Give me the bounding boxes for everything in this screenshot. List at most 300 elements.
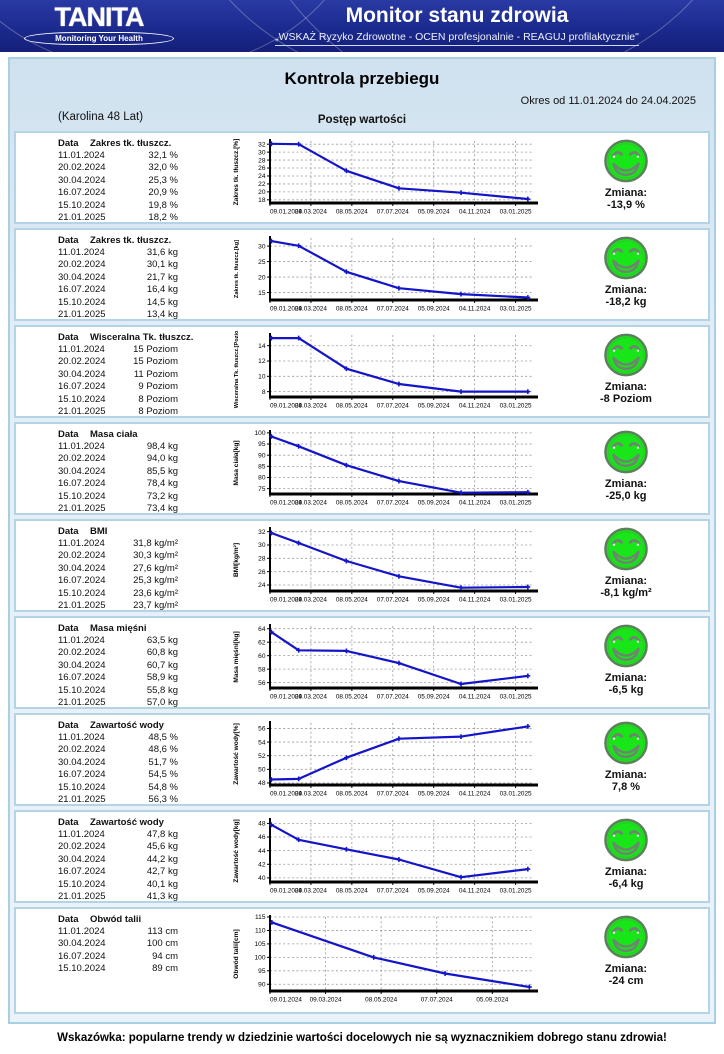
measurement-date: 16.07.2024 bbox=[58, 478, 106, 490]
svg-text:09.03.2024: 09.03.2024 bbox=[294, 499, 327, 507]
measurement-value: 113 cm bbox=[147, 926, 178, 937]
change-value: -18,2 kg bbox=[605, 296, 647, 308]
svg-text:26: 26 bbox=[258, 568, 266, 576]
measurement-date: 30.04.2024 bbox=[58, 659, 106, 671]
measurement-date: 20.02.2024 bbox=[58, 453, 106, 465]
svg-text:18: 18 bbox=[258, 197, 266, 205]
svg-text:32: 32 bbox=[258, 141, 266, 149]
table-col-metric: Zakres tk. tłuszcz. bbox=[90, 138, 172, 149]
measurement-date: 15.10.2024 bbox=[58, 781, 106, 793]
table-row bbox=[58, 441, 230, 453]
measurement-value: 25,3 % bbox=[148, 174, 178, 186]
svg-text:05.09.2024: 05.09.2024 bbox=[476, 996, 509, 1004]
measurement-value: 23,6 kg/m² bbox=[133, 587, 178, 599]
line-chart bbox=[230, 622, 542, 706]
table-row bbox=[58, 926, 230, 938]
table-col-date: Data bbox=[58, 332, 79, 343]
trend-chart bbox=[230, 232, 546, 317]
svg-text:04.11.2024: 04.11.2024 bbox=[458, 305, 491, 313]
progress-values-label: Postęp wartości bbox=[317, 114, 407, 126]
value-table-body bbox=[58, 344, 230, 418]
table-row bbox=[58, 963, 230, 975]
happy-smiley-icon bbox=[603, 721, 649, 765]
svg-text:90: 90 bbox=[258, 452, 266, 460]
svg-text:Zawartość wody[kg]: Zawartość wody[kg] bbox=[233, 819, 240, 883]
svg-text:20: 20 bbox=[258, 274, 266, 282]
change-label: Zmiana: bbox=[604, 963, 648, 975]
measurement-date: 30.04.2024 bbox=[58, 756, 106, 768]
measurement-value: 48,5 % bbox=[148, 732, 178, 743]
trend-chart bbox=[230, 426, 546, 511]
line-chart bbox=[230, 719, 542, 803]
svg-text:09.03.2024: 09.03.2024 bbox=[294, 596, 327, 604]
table-row bbox=[58, 563, 230, 575]
measurement-value: 15 Poziom bbox=[133, 356, 178, 368]
svg-text:100: 100 bbox=[254, 954, 266, 962]
svg-text:09.03.2024: 09.03.2024 bbox=[294, 693, 327, 701]
measurement-date: 16.07.2024 bbox=[58, 769, 106, 781]
svg-text:03.01.2025: 03.01.2025 bbox=[499, 305, 532, 313]
trend-chart bbox=[230, 135, 546, 220]
table-row bbox=[58, 187, 230, 199]
happy-smiley-icon bbox=[603, 236, 649, 280]
svg-text:15: 15 bbox=[258, 289, 266, 297]
svg-text:44: 44 bbox=[258, 847, 266, 855]
svg-text:08.05.2024: 08.05.2024 bbox=[335, 596, 368, 604]
table-row bbox=[58, 309, 230, 321]
table-row bbox=[58, 672, 230, 684]
svg-text:Masa ciała[kg]: Masa ciała[kg] bbox=[233, 440, 240, 486]
svg-text:110: 110 bbox=[254, 927, 266, 935]
table-row bbox=[58, 879, 230, 891]
svg-text:09.01.2024: 09.01.2024 bbox=[270, 402, 302, 410]
svg-text:48: 48 bbox=[258, 780, 266, 788]
table-row bbox=[58, 272, 230, 284]
measurement-value: 31,8 kg/m² bbox=[133, 538, 178, 549]
change-label: Zmiana: bbox=[604, 284, 648, 296]
metric-panel bbox=[14, 810, 710, 903]
svg-text:26: 26 bbox=[258, 165, 266, 173]
line-chart bbox=[230, 137, 542, 221]
svg-text:42: 42 bbox=[258, 861, 266, 869]
table-row bbox=[58, 841, 230, 853]
page-subtitle-text: „WSKAŻ Ryzyko Zdrowotne - OCEN profesjonalnie - REAGUJ profilaktycznie" bbox=[275, 31, 639, 46]
svg-text:08.05.2024: 08.05.2024 bbox=[335, 887, 368, 895]
measurement-value: 25,3 kg/m² bbox=[133, 575, 178, 587]
value-table bbox=[16, 232, 230, 321]
svg-text:90: 90 bbox=[258, 981, 266, 989]
metric-panel bbox=[14, 616, 710, 709]
measurement-date: 15.10.2024 bbox=[58, 490, 106, 502]
measurement-date: 30.04.2024 bbox=[58, 174, 106, 186]
happy-smiley-icon bbox=[603, 430, 649, 474]
metric-panel bbox=[14, 422, 710, 515]
table-col-metric: Zakres tk. tłuszcz. bbox=[90, 235, 172, 246]
measurement-value: 14,5 kg bbox=[146, 296, 178, 308]
svg-text:85: 85 bbox=[258, 463, 266, 471]
svg-text:09.01.2024: 09.01.2024 bbox=[270, 887, 302, 895]
table-col-date: Data bbox=[58, 817, 79, 828]
svg-text:09.01.2024: 09.01.2024 bbox=[270, 208, 302, 216]
change-label: Zmiana: bbox=[604, 478, 648, 490]
table-row bbox=[58, 635, 230, 647]
value-table bbox=[16, 135, 230, 224]
svg-text:46: 46 bbox=[258, 834, 266, 842]
measurement-value: 41,3 kg bbox=[146, 891, 178, 903]
svg-text:08.05.2024: 08.05.2024 bbox=[335, 499, 368, 507]
line-chart bbox=[230, 331, 542, 415]
measurement-value: 78,4 kg bbox=[146, 478, 178, 490]
table-row bbox=[58, 757, 230, 769]
measurement-value: 42,7 kg bbox=[146, 866, 178, 878]
table-row bbox=[58, 491, 230, 503]
svg-text:08.05.2024: 08.05.2024 bbox=[365, 996, 398, 1004]
svg-text:Zawartość wody[%]: Zawartość wody[%] bbox=[233, 723, 240, 785]
metric-panel bbox=[14, 713, 710, 806]
measurement-date: 21.01.2025 bbox=[58, 309, 106, 321]
measurement-value: 27,6 kg/m² bbox=[133, 562, 178, 574]
change-summary bbox=[546, 329, 706, 414]
value-table bbox=[16, 329, 230, 418]
table-row bbox=[58, 866, 230, 878]
svg-text:03.01.2025: 03.01.2025 bbox=[499, 887, 532, 895]
table-row bbox=[58, 588, 230, 600]
svg-text:30: 30 bbox=[258, 542, 266, 550]
measurement-value: 18,2 % bbox=[148, 212, 178, 224]
measurement-date: 15.10.2024 bbox=[58, 296, 106, 308]
measurement-date: 15.10.2024 bbox=[58, 684, 106, 696]
change-value: -13,9 % bbox=[607, 199, 645, 211]
table-row bbox=[58, 685, 230, 697]
value-table-body bbox=[58, 441, 230, 515]
table-row bbox=[58, 891, 230, 903]
svg-text:04.11.2024: 04.11.2024 bbox=[458, 596, 491, 604]
table-row bbox=[58, 647, 230, 659]
change-label: Zmiana: bbox=[604, 769, 648, 781]
svg-text:8: 8 bbox=[261, 388, 266, 396]
table-row bbox=[58, 478, 230, 490]
measurement-date: 20.02.2024 bbox=[58, 259, 106, 271]
report-page bbox=[0, 52, 724, 1044]
svg-text:07.07.2024: 07.07.2024 bbox=[376, 693, 409, 701]
happy-smiley-icon bbox=[603, 139, 649, 183]
value-table-body bbox=[58, 732, 230, 806]
svg-text:54: 54 bbox=[258, 739, 266, 747]
svg-text:52: 52 bbox=[258, 752, 266, 760]
measurement-value: 15 Poziom bbox=[133, 344, 178, 355]
svg-text:07.07.2024: 07.07.2024 bbox=[376, 208, 409, 216]
line-chart bbox=[230, 913, 542, 1009]
svg-text:05.09.2024: 05.09.2024 bbox=[417, 402, 450, 410]
table-header-row bbox=[58, 817, 230, 829]
change-value: -25,0 kg bbox=[605, 490, 647, 502]
measurement-date: 21.01.2025 bbox=[58, 891, 106, 903]
measurement-date: 20.02.2024 bbox=[58, 647, 106, 659]
tanita-logo-tagline: Monitoring Your Health bbox=[24, 32, 174, 45]
happy-smiley-icon bbox=[603, 818, 649, 862]
measurement-value: 60,8 kg bbox=[146, 647, 178, 659]
svg-text:08.05.2024: 08.05.2024 bbox=[335, 693, 368, 701]
svg-text:04.11.2024: 04.11.2024 bbox=[458, 402, 491, 410]
svg-text:09.03.2024: 09.03.2024 bbox=[294, 208, 327, 216]
measurement-date: 20.02.2024 bbox=[58, 162, 106, 174]
svg-text:07.07.2024: 07.07.2024 bbox=[376, 499, 409, 507]
change-summary bbox=[546, 814, 706, 899]
change-summary bbox=[546, 232, 706, 317]
report-container bbox=[8, 57, 716, 1024]
svg-text:05.09.2024: 05.09.2024 bbox=[417, 596, 450, 604]
measurement-date: 11.01.2024 bbox=[58, 538, 105, 549]
app-header bbox=[0, 0, 724, 52]
svg-text:Zakres tk. tłuszcz.[kg]: Zakres tk. tłuszcz.[kg] bbox=[234, 239, 240, 299]
svg-text:07.07.2024: 07.07.2024 bbox=[376, 305, 409, 313]
svg-text:03.01.2025: 03.01.2025 bbox=[499, 693, 532, 701]
line-chart bbox=[230, 428, 542, 512]
table-row bbox=[58, 794, 230, 806]
measurement-value: 63,5 kg bbox=[146, 635, 178, 646]
svg-text:14: 14 bbox=[258, 342, 266, 350]
table-row bbox=[58, 162, 230, 174]
table-row bbox=[58, 600, 230, 612]
value-table-body bbox=[58, 150, 230, 224]
svg-text:30: 30 bbox=[258, 243, 266, 251]
svg-text:Zakres tk. tłuszcz.[%]: Zakres tk. tłuszcz.[%] bbox=[233, 138, 240, 206]
svg-text:30: 30 bbox=[258, 149, 266, 157]
measurement-value: 11 Poziom bbox=[133, 368, 178, 380]
measurement-value: 51,7 % bbox=[148, 756, 178, 768]
table-row bbox=[58, 503, 230, 515]
value-table-body bbox=[58, 247, 230, 321]
table-col-metric: Wisceralna Tk. tłuszcz. bbox=[90, 332, 194, 343]
measurement-date: 11.01.2024 bbox=[58, 441, 105, 452]
table-row bbox=[58, 769, 230, 781]
svg-text:Obwód talii[cm]: Obwód talii[cm] bbox=[233, 929, 240, 979]
svg-text:07.07.2024: 07.07.2024 bbox=[420, 996, 453, 1004]
measurement-date: 11.01.2024 bbox=[58, 926, 105, 937]
table-header-row bbox=[58, 526, 230, 538]
trend-chart bbox=[230, 620, 546, 705]
svg-text:04.11.2024: 04.11.2024 bbox=[458, 208, 491, 216]
measurement-value: 73,4 kg bbox=[146, 503, 178, 515]
measurement-date: 11.01.2024 bbox=[58, 344, 105, 355]
svg-text:105: 105 bbox=[254, 941, 266, 949]
measurement-date: 20.02.2024 bbox=[58, 841, 106, 853]
trend-chart bbox=[230, 911, 546, 1010]
svg-text:75: 75 bbox=[258, 485, 266, 493]
measurement-value: 55,8 kg bbox=[146, 684, 178, 696]
change-summary bbox=[546, 717, 706, 802]
table-row bbox=[58, 938, 230, 950]
svg-text:62: 62 bbox=[258, 639, 266, 647]
value-table bbox=[16, 426, 230, 515]
change-summary bbox=[546, 523, 706, 608]
svg-text:04.11.2024: 04.11.2024 bbox=[458, 693, 491, 701]
measurement-date: 16.07.2024 bbox=[58, 187, 106, 199]
measurement-date: 16.07.2024 bbox=[58, 284, 106, 296]
change-label: Zmiana: bbox=[604, 187, 648, 199]
measurement-value: 30,1 kg bbox=[146, 259, 178, 271]
measurement-value: 98,4 kg bbox=[146, 441, 178, 452]
table-row bbox=[58, 344, 230, 356]
svg-text:04.11.2024: 04.11.2024 bbox=[458, 499, 491, 507]
table-row bbox=[58, 732, 230, 744]
svg-text:03.01.2025: 03.01.2025 bbox=[499, 499, 532, 507]
measurement-date: 16.07.2024 bbox=[58, 575, 106, 587]
table-row bbox=[58, 406, 230, 418]
measurement-value: 32,1 % bbox=[148, 150, 178, 161]
measurement-date: 21.01.2025 bbox=[58, 406, 106, 418]
value-table-body bbox=[58, 538, 230, 612]
svg-text:04.11.2024: 04.11.2024 bbox=[458, 887, 491, 895]
measurement-value: 8 Poziom bbox=[138, 393, 178, 405]
value-table-body bbox=[58, 926, 230, 976]
tanita-logo-text: TANITA bbox=[54, 2, 144, 32]
table-header-row bbox=[58, 720, 230, 732]
measurement-value: 21,7 kg bbox=[146, 271, 178, 283]
measurement-date: 11.01.2024 bbox=[58, 150, 105, 161]
svg-text:28: 28 bbox=[258, 555, 266, 563]
measurement-date: 21.01.2025 bbox=[58, 697, 106, 709]
change-summary bbox=[546, 620, 706, 705]
table-row bbox=[58, 394, 230, 406]
table-row bbox=[58, 150, 230, 162]
happy-smiley-icon bbox=[603, 624, 649, 668]
svg-text:09.03.2024: 09.03.2024 bbox=[309, 996, 342, 1004]
measurement-date: 21.01.2025 bbox=[58, 503, 106, 515]
svg-text:60: 60 bbox=[258, 652, 266, 660]
measurement-value: 94,0 kg bbox=[146, 453, 178, 465]
svg-text:07.07.2024: 07.07.2024 bbox=[376, 596, 409, 604]
svg-text:Masa mięśni[kg]: Masa mięśni[kg] bbox=[233, 631, 240, 683]
table-row bbox=[58, 550, 230, 562]
svg-text:22: 22 bbox=[258, 181, 266, 189]
svg-text:09.03.2024: 09.03.2024 bbox=[294, 402, 327, 410]
table-row bbox=[58, 259, 230, 271]
page-subtitle bbox=[200, 31, 714, 46]
measurement-value: 9 Poziom bbox=[138, 381, 178, 393]
svg-text:07.07.2024: 07.07.2024 bbox=[376, 790, 409, 798]
measurement-value: 13,4 kg bbox=[146, 309, 178, 321]
table-row bbox=[58, 453, 230, 465]
change-value: -8,1 kg/m² bbox=[600, 587, 652, 599]
table-row bbox=[58, 697, 230, 709]
svg-text:25: 25 bbox=[258, 258, 266, 266]
table-col-date: Data bbox=[58, 138, 79, 149]
svg-text:10: 10 bbox=[258, 373, 266, 381]
svg-text:50: 50 bbox=[258, 766, 266, 774]
table-col-date: Data bbox=[58, 914, 79, 925]
measurement-date: 15.10.2024 bbox=[58, 587, 106, 599]
svg-text:56: 56 bbox=[258, 725, 266, 733]
table-row bbox=[58, 466, 230, 478]
svg-text:05.09.2024: 05.09.2024 bbox=[417, 887, 450, 895]
svg-text:95: 95 bbox=[258, 968, 266, 976]
measurement-value: 44,2 kg bbox=[146, 853, 178, 865]
measurement-date: 15.10.2024 bbox=[58, 199, 106, 211]
measurement-value: 8 Poziom bbox=[138, 406, 178, 418]
value-table bbox=[16, 911, 230, 1010]
footer-hint: Wskazówka: popularne trendy w dziedzinie wartości docelowych nie są wyznacznikiem dobrego stanu zdrowia! bbox=[57, 1032, 667, 1044]
change-label: Zmiana: bbox=[604, 672, 648, 684]
trend-chart bbox=[230, 814, 546, 899]
svg-text:09.01.2024: 09.01.2024 bbox=[270, 305, 302, 313]
svg-text:09.03.2024: 09.03.2024 bbox=[294, 887, 327, 895]
report-heading: Kontrola przebiegu bbox=[284, 69, 440, 88]
table-col-date: Data bbox=[58, 526, 79, 537]
table-row bbox=[58, 575, 230, 587]
metric-panel bbox=[14, 325, 710, 418]
svg-text:08.05.2024: 08.05.2024 bbox=[335, 402, 368, 410]
table-row bbox=[58, 212, 230, 224]
svg-text:05.09.2024: 05.09.2024 bbox=[417, 790, 450, 798]
measurement-date: 16.07.2024 bbox=[58, 950, 106, 962]
measurement-value: 32,0 % bbox=[148, 162, 178, 174]
metric-panel bbox=[14, 131, 710, 224]
change-value: 7,8 % bbox=[611, 781, 641, 793]
svg-text:09.01.2024: 09.01.2024 bbox=[270, 996, 302, 1004]
metric-panel bbox=[14, 907, 710, 1014]
svg-text:28: 28 bbox=[258, 157, 266, 165]
measurement-date: 20.02.2024 bbox=[58, 550, 106, 562]
table-header-row bbox=[58, 623, 230, 635]
tanita-logo bbox=[24, 4, 174, 45]
table-header-row bbox=[58, 914, 230, 926]
svg-text:48: 48 bbox=[258, 820, 266, 828]
svg-text:64: 64 bbox=[258, 625, 266, 633]
value-table-body bbox=[58, 829, 230, 903]
svg-text:05.09.2024: 05.09.2024 bbox=[417, 305, 450, 313]
svg-text:07.07.2024: 07.07.2024 bbox=[376, 402, 409, 410]
measurement-value: 56,3 % bbox=[148, 794, 178, 806]
measurement-date: 11.01.2024 bbox=[58, 247, 105, 258]
table-header-row bbox=[58, 429, 230, 441]
measurement-date: 30.04.2024 bbox=[58, 853, 106, 865]
table-col-date: Data bbox=[58, 720, 79, 731]
svg-text:24: 24 bbox=[258, 173, 266, 181]
measurement-date: 16.07.2024 bbox=[58, 672, 106, 684]
svg-text:03.01.2025: 03.01.2025 bbox=[499, 208, 532, 216]
table-header-row bbox=[58, 138, 230, 150]
measurement-value: 31,6 kg bbox=[146, 247, 178, 258]
svg-text:03.01.2025: 03.01.2025 bbox=[499, 596, 532, 604]
change-value: -6,5 kg bbox=[608, 684, 644, 696]
measurement-date: 30.04.2024 bbox=[58, 368, 106, 380]
metric-panel bbox=[14, 228, 710, 321]
change-value: -24 cm bbox=[608, 975, 644, 987]
svg-text:09.03.2024: 09.03.2024 bbox=[294, 305, 327, 313]
svg-text:95: 95 bbox=[258, 441, 266, 449]
page-title: Monitor stanu zdrowia bbox=[345, 4, 569, 27]
svg-text:20: 20 bbox=[258, 189, 266, 197]
svg-text:115: 115 bbox=[254, 914, 266, 922]
measurement-date: 21.01.2025 bbox=[58, 600, 106, 612]
measurement-date: 21.01.2025 bbox=[58, 794, 106, 806]
svg-text:08.05.2024: 08.05.2024 bbox=[335, 790, 368, 798]
change-summary bbox=[546, 426, 706, 511]
measurement-date: 16.07.2024 bbox=[58, 866, 106, 878]
svg-text:BMI[kg/m²]: BMI[kg/m²] bbox=[233, 542, 240, 578]
svg-text:05.09.2024: 05.09.2024 bbox=[417, 208, 450, 216]
table-col-metric: Masa mięśni bbox=[90, 623, 147, 634]
measurement-value: 48,6 % bbox=[148, 744, 178, 756]
change-summary bbox=[546, 135, 706, 220]
table-row bbox=[58, 829, 230, 841]
table-row bbox=[58, 744, 230, 756]
measurement-value: 60,7 kg bbox=[146, 659, 178, 671]
svg-text:05.09.2024: 05.09.2024 bbox=[417, 693, 450, 701]
measurement-value: 57,0 kg bbox=[146, 697, 178, 709]
svg-text:56: 56 bbox=[258, 679, 266, 687]
